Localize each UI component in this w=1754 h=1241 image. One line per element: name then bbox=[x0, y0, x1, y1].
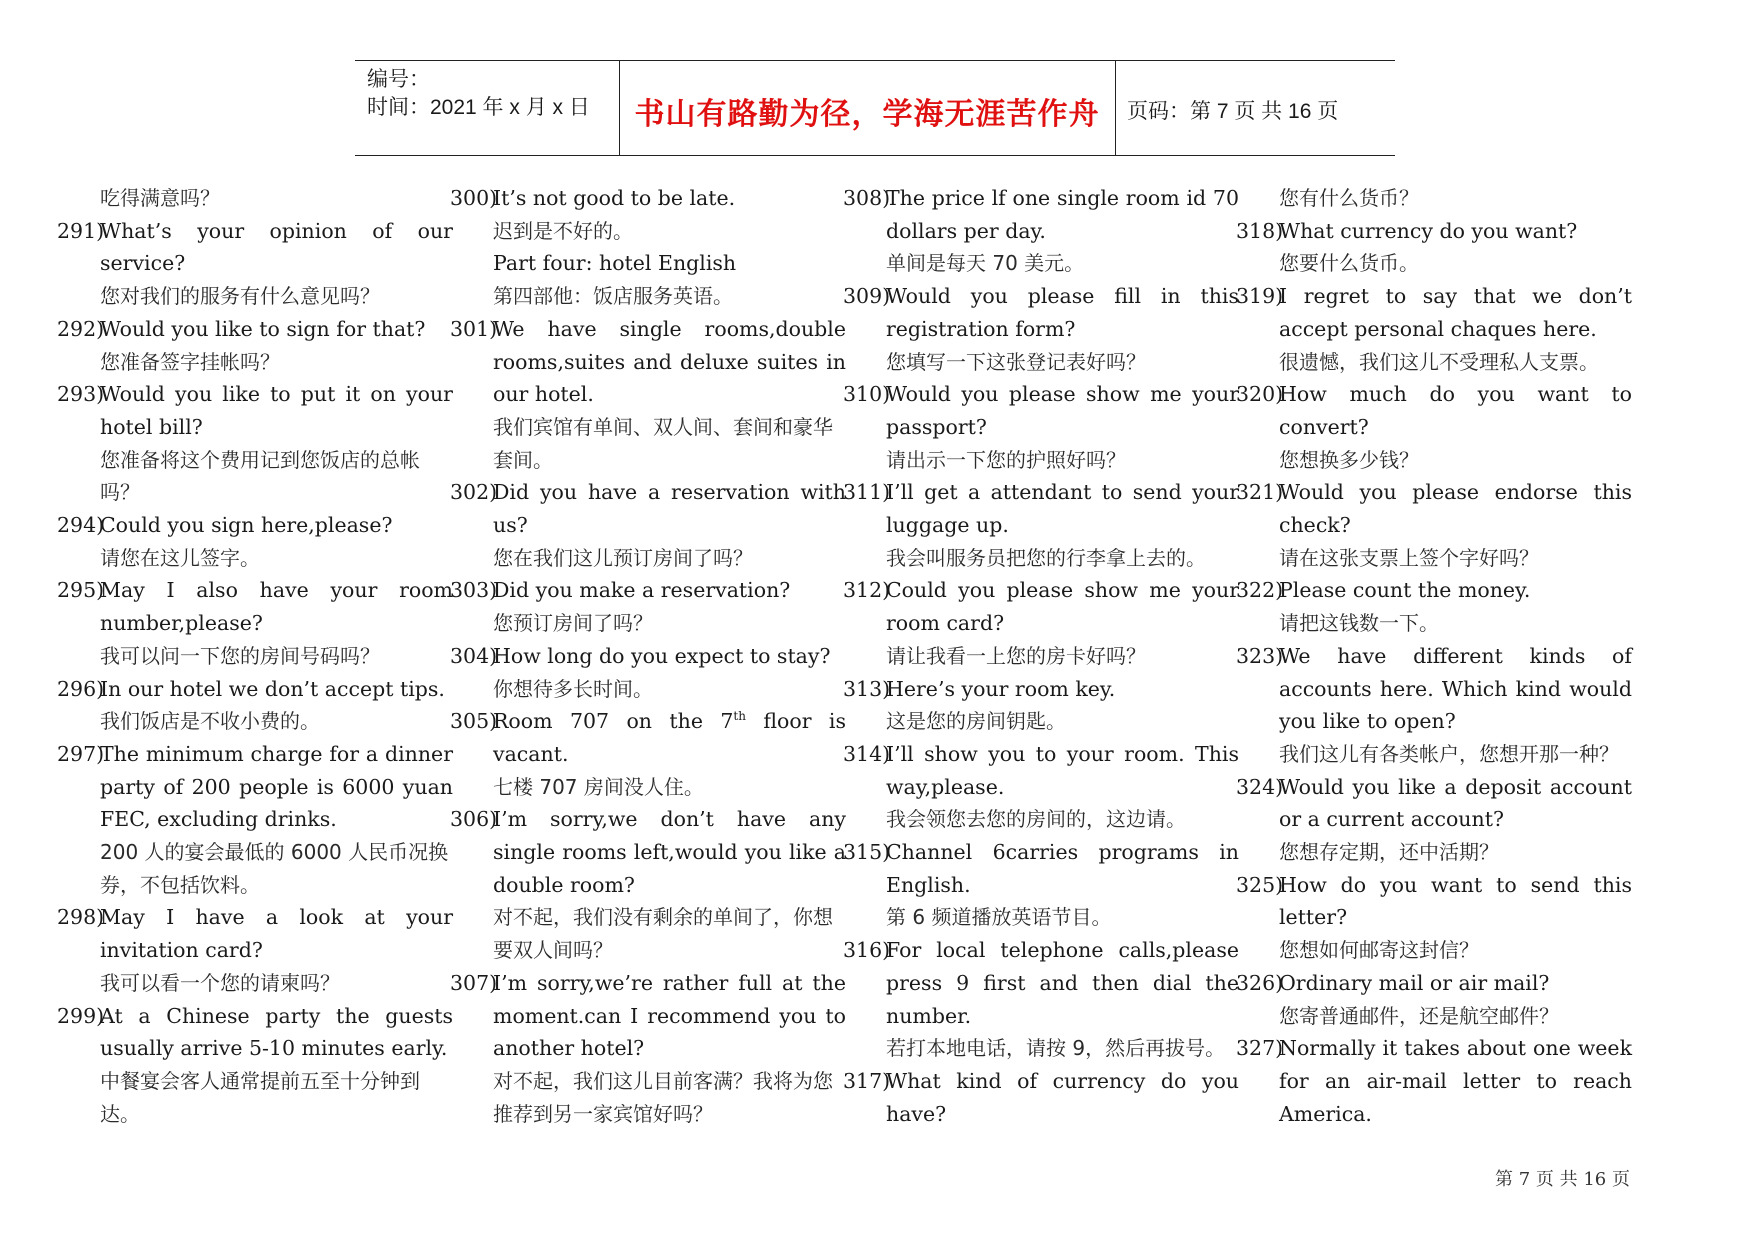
chinese-translation: 你想待多长时间。 bbox=[493, 676, 653, 701]
chinese-translation: 第四部他：饭店服务英语。 bbox=[493, 284, 733, 309]
sentence-number: 314) bbox=[843, 741, 891, 766]
numbered-sentence bbox=[57, 313, 453, 346]
sentence-number: 298) bbox=[57, 905, 105, 930]
numbered-sentence bbox=[57, 738, 453, 836]
sentence-text: What’s your opinion of our service? bbox=[100, 218, 453, 276]
numbered-sentence bbox=[1236, 574, 1632, 607]
sentence-number: 309) bbox=[843, 284, 891, 309]
sentence-text: Did you have a reservation with us? bbox=[493, 480, 846, 538]
numbered-sentence bbox=[57, 673, 453, 706]
sentence-text: I regret to say that we don’t accept personal chaques here. bbox=[1279, 284, 1632, 341]
chinese-translation: 您想换多少钱？ bbox=[1279, 447, 1419, 472]
chinese-translation: 您准备签字挂帐吗？ bbox=[100, 349, 280, 374]
sentence-text: It’s not good to be late. bbox=[493, 186, 736, 210]
sentence-number: 291) bbox=[57, 218, 105, 243]
chinese-translation: 200 人的宴会最低的 6000 人民币况换券，不包括饮料。 bbox=[100, 840, 449, 897]
document-date-label: 时间：2021 年 x 月 x 日 bbox=[367, 96, 590, 119]
sentence-number: 319) bbox=[1236, 284, 1284, 309]
sentence-number: 318) bbox=[1236, 218, 1284, 243]
document-number-label: 编号： bbox=[367, 68, 430, 91]
sentence-text: Would you please fill in this registration form? bbox=[886, 284, 1239, 341]
sentence-number: 306) bbox=[450, 807, 498, 832]
sentence-text: I’m sorry,we don’t have any single rooms left,would you like a double room? bbox=[493, 807, 846, 897]
sentence-number: 294) bbox=[57, 513, 105, 538]
numbered-sentence bbox=[450, 705, 846, 770]
chinese-translation: 吃得满意吗？ bbox=[100, 186, 220, 210]
sentence-text: Would you like a deposit account or a current account? bbox=[1279, 774, 1632, 832]
numbered-sentence bbox=[1236, 476, 1632, 541]
chinese-translation: 中餐宴会客人通常提前五至十分钟到达。 bbox=[100, 1068, 420, 1126]
numbered-sentence bbox=[1236, 1032, 1632, 1130]
sentence-text: At a Chinese party the guests usually arrive 5-10 minutes early. bbox=[100, 1003, 453, 1061]
numbered-sentence bbox=[57, 1000, 453, 1065]
sentence-text: Would you like to put it on your hotel bill? bbox=[100, 382, 453, 439]
sentence-number: 310) bbox=[843, 382, 891, 407]
sentence-text: Could you please show me your room card? bbox=[886, 578, 1239, 636]
chinese-translation: 单间是每天 70 美元。 bbox=[886, 251, 1085, 276]
numbered-sentence bbox=[843, 182, 1239, 247]
numbered-sentence bbox=[1236, 640, 1632, 738]
sentence-number: 325) bbox=[1236, 872, 1284, 897]
sentence-text: Did you make a reservation? bbox=[493, 578, 791, 603]
sentence-text: The minimum charge for a dinner party of 200 people is 6000 yuan FEC, excluding drinks. bbox=[100, 741, 453, 832]
header-meta-cell bbox=[355, 61, 620, 155]
numbered-sentence bbox=[1236, 378, 1632, 443]
chinese-translation: 我会叫服务员把您的行李拿上去的。 bbox=[886, 545, 1206, 570]
sentence-text: I’ll show you to your room. This way,please. bbox=[886, 741, 1239, 799]
chinese-translation: 您预订房间了吗？ bbox=[493, 611, 653, 636]
text-column-1 bbox=[57, 182, 453, 1130]
sentence-number: 301) bbox=[450, 316, 498, 341]
numbered-sentence bbox=[843, 836, 1239, 901]
numbered-sentence bbox=[1236, 967, 1632, 1000]
numbered-sentence bbox=[843, 673, 1239, 706]
header-page-number: 页码：第 7 页 共 16 页 bbox=[1127, 100, 1339, 123]
sentence-text: I’ll get a attendant to send your luggage up. bbox=[886, 480, 1239, 538]
sentence-number: 293) bbox=[57, 382, 105, 407]
chinese-translation: 您填写一下这张登记表好吗？ bbox=[886, 349, 1146, 374]
sentence-number: 292) bbox=[57, 316, 105, 341]
ordinal-suffix: th bbox=[733, 709, 746, 724]
chinese-translation: 请让我看一上您的房卡好吗？ bbox=[886, 643, 1146, 668]
sentence-text: Channel 6carries programs in English. bbox=[886, 840, 1239, 897]
chinese-translation: 您想存定期，还中活期？ bbox=[1279, 840, 1499, 865]
sentence-number: 304) bbox=[450, 643, 498, 668]
sentence-number: 317) bbox=[843, 1068, 891, 1093]
chinese-translation: 我可以看一个您的请柬吗？ bbox=[100, 970, 340, 995]
sentence-text: floor is vacant. bbox=[493, 709, 846, 766]
numbered-sentence bbox=[450, 182, 846, 215]
sentence-text: The price lf one single room id 70 dollars per day. bbox=[886, 186, 1239, 243]
numbered-sentence bbox=[1236, 280, 1632, 345]
sentence-number: 316) bbox=[843, 938, 891, 963]
sentence-text: How do you want to send this letter? bbox=[1279, 872, 1632, 930]
chinese-translation: 我可以问一下您的房间号码吗？ bbox=[100, 643, 380, 668]
sentence-text: Would you please endorse this check? bbox=[1279, 480, 1632, 538]
sentence-text: We have different kinds of accounts here. Which kind would you like to open? bbox=[1279, 643, 1632, 734]
chinese-translation: 对不起，我们没有剩余的单间了，你想要双人间吗？ bbox=[493, 905, 833, 963]
numbered-sentence bbox=[843, 1065, 1239, 1130]
numbered-sentence bbox=[57, 574, 453, 639]
numbered-sentence bbox=[450, 803, 846, 901]
sentence-number: 322) bbox=[1236, 578, 1284, 603]
content-columns bbox=[57, 182, 1655, 1142]
chinese-translation: 我们这儿有各类帐户，您想开那一种？ bbox=[1279, 741, 1619, 766]
sentence-number: 313) bbox=[843, 676, 891, 701]
sentence-text: I’m sorry,we’re rather full at the moment.can I recommend you to another hotel? bbox=[493, 970, 846, 1061]
chinese-translation: 请在这张支票上签个字好吗？ bbox=[1279, 545, 1539, 570]
numbered-sentence bbox=[57, 215, 453, 280]
chinese-translation: 您要什么货币。 bbox=[1279, 251, 1419, 276]
numbered-sentence bbox=[1236, 215, 1632, 248]
chinese-translation: 您对我们的服务有什么意见吗？ bbox=[100, 284, 380, 309]
chinese-translation: 我们宾馆有单间、双人间、套间和豪华套间。 bbox=[493, 414, 833, 472]
sentence-text: We have single rooms,double rooms,suites and deluxe suites in our hotel. bbox=[493, 316, 846, 407]
sentence-text: Could you sign here,please? bbox=[100, 513, 393, 538]
sentence-text: What kind of currency do you have? bbox=[886, 1068, 1239, 1126]
section-heading: Part four: hotel English bbox=[493, 251, 737, 276]
numbered-sentence bbox=[843, 280, 1239, 345]
sentence-number: 324) bbox=[1236, 774, 1284, 799]
chinese-translation: 七楼 707 房间没人住。 bbox=[493, 774, 704, 799]
sentence-text: May I also have your room number,please? bbox=[100, 578, 453, 636]
sentence-text: What currency do you want? bbox=[1279, 218, 1578, 243]
sentence-number: 305) bbox=[450, 709, 498, 734]
chinese-translation: 第 6 频道播放英语节目。 bbox=[886, 905, 1112, 930]
numbered-sentence bbox=[843, 738, 1239, 803]
sentence-text: Ordinary mail or air mail? bbox=[1279, 970, 1550, 995]
sentence-number: 300) bbox=[450, 186, 498, 210]
sentence-number: 295) bbox=[57, 578, 105, 603]
numbered-sentence bbox=[843, 934, 1239, 1032]
sentence-text: How much do you want to convert? bbox=[1279, 382, 1632, 439]
page-footer: 第 7 页 共 16 页 bbox=[1495, 1169, 1630, 1190]
chinese-translation: 您准备将这个费用记到您饭店的总帐吗？ bbox=[100, 447, 420, 505]
numbered-sentence bbox=[450, 640, 846, 673]
sentence-text: Would you like to sign for that? bbox=[100, 316, 426, 341]
sentence-text: For local telephone calls,please press 9 first and then dial the number. bbox=[886, 938, 1239, 1028]
sentence-number: 323) bbox=[1236, 643, 1284, 668]
header-page-cell bbox=[1115, 61, 1395, 155]
numbered-sentence bbox=[1236, 869, 1632, 934]
numbered-sentence bbox=[57, 378, 453, 443]
sentence-number: 297) bbox=[57, 741, 105, 766]
chinese-translation: 若打本地电话，请按 9，然后再拔号。 bbox=[886, 1036, 1226, 1061]
sentence-text: Normally it takes about one week for an air-mail letter to reach America. bbox=[1279, 1036, 1632, 1126]
sentence-number: 326) bbox=[1236, 970, 1284, 995]
numbered-sentence bbox=[450, 574, 846, 607]
chinese-translation: 迟到是不好的。 bbox=[493, 218, 633, 243]
sentence-number: 296) bbox=[57, 676, 105, 701]
chinese-translation: 对不起，我们这儿目前客满？我将为您推荐到另一家宾馆好吗？ bbox=[493, 1068, 833, 1126]
sentence-text: Room 707 on the 7 bbox=[493, 709, 734, 734]
text-column-3 bbox=[843, 182, 1239, 1130]
numbered-sentence bbox=[843, 476, 1239, 541]
numbered-sentence bbox=[57, 901, 453, 966]
sentence-number: 311) bbox=[843, 480, 891, 505]
numbered-sentence bbox=[843, 378, 1239, 443]
sentence-number: 315) bbox=[843, 840, 891, 865]
motto-text: 书山有路勤为径，学海无涯苦作舟 bbox=[634, 97, 1100, 132]
chinese-translation: 您寄普通邮件，还是航空邮件？ bbox=[1279, 1003, 1559, 1028]
sentence-number: 312) bbox=[843, 578, 891, 603]
chinese-translation: 您想如何邮寄这封信？ bbox=[1279, 938, 1479, 963]
sentence-text: May I have a look at your invitation card? bbox=[100, 905, 453, 963]
sentence-number: 303) bbox=[450, 578, 498, 603]
chinese-translation: 您在我们这儿预订房间了吗？ bbox=[493, 545, 753, 570]
sentence-text: In our hotel we don’t accept tips. bbox=[100, 676, 445, 701]
chinese-translation: 我们饭店是不收小费的。 bbox=[100, 709, 320, 734]
header-motto-cell bbox=[619, 61, 1116, 155]
sentence-text: Please count the money. bbox=[1279, 578, 1531, 603]
text-column-2 bbox=[450, 182, 846, 1130]
numbered-sentence bbox=[57, 509, 453, 542]
sentence-text: How long do you expect to stay? bbox=[493, 643, 831, 668]
text-column-4 bbox=[1236, 182, 1632, 1130]
numbered-sentence bbox=[843, 574, 1239, 639]
chinese-translation: 请出示一下您的护照好吗？ bbox=[886, 447, 1126, 472]
chinese-translation: 我会领您去您的房间的，这边请。 bbox=[886, 807, 1186, 832]
sentence-number: 299) bbox=[57, 1003, 105, 1028]
numbered-sentence bbox=[450, 476, 846, 541]
sentence-number: 320) bbox=[1236, 382, 1284, 407]
chinese-translation: 请把这钱数一下。 bbox=[1279, 611, 1439, 636]
sentence-number: 302) bbox=[450, 480, 498, 505]
chinese-translation: 这是您的房间钥匙。 bbox=[886, 709, 1066, 734]
chinese-translation: 请您在这儿签字。 bbox=[100, 545, 260, 570]
page-header bbox=[355, 60, 1395, 156]
sentence-number: 308) bbox=[843, 186, 891, 210]
sentence-text: Here’s your room key. bbox=[886, 676, 1116, 701]
numbered-sentence bbox=[1236, 771, 1632, 836]
chinese-translation: 很遗憾，我们这儿不受理私人支票。 bbox=[1279, 349, 1599, 374]
sentence-number: 321) bbox=[1236, 480, 1284, 505]
sentence-number: 307) bbox=[450, 970, 498, 995]
numbered-sentence bbox=[450, 313, 846, 411]
sentence-number: 327) bbox=[1236, 1036, 1284, 1061]
chinese-translation: 您有什么货币？ bbox=[1279, 186, 1419, 210]
sentence-text: Would you please show me your passport? bbox=[886, 382, 1239, 439]
numbered-sentence bbox=[450, 967, 846, 1065]
